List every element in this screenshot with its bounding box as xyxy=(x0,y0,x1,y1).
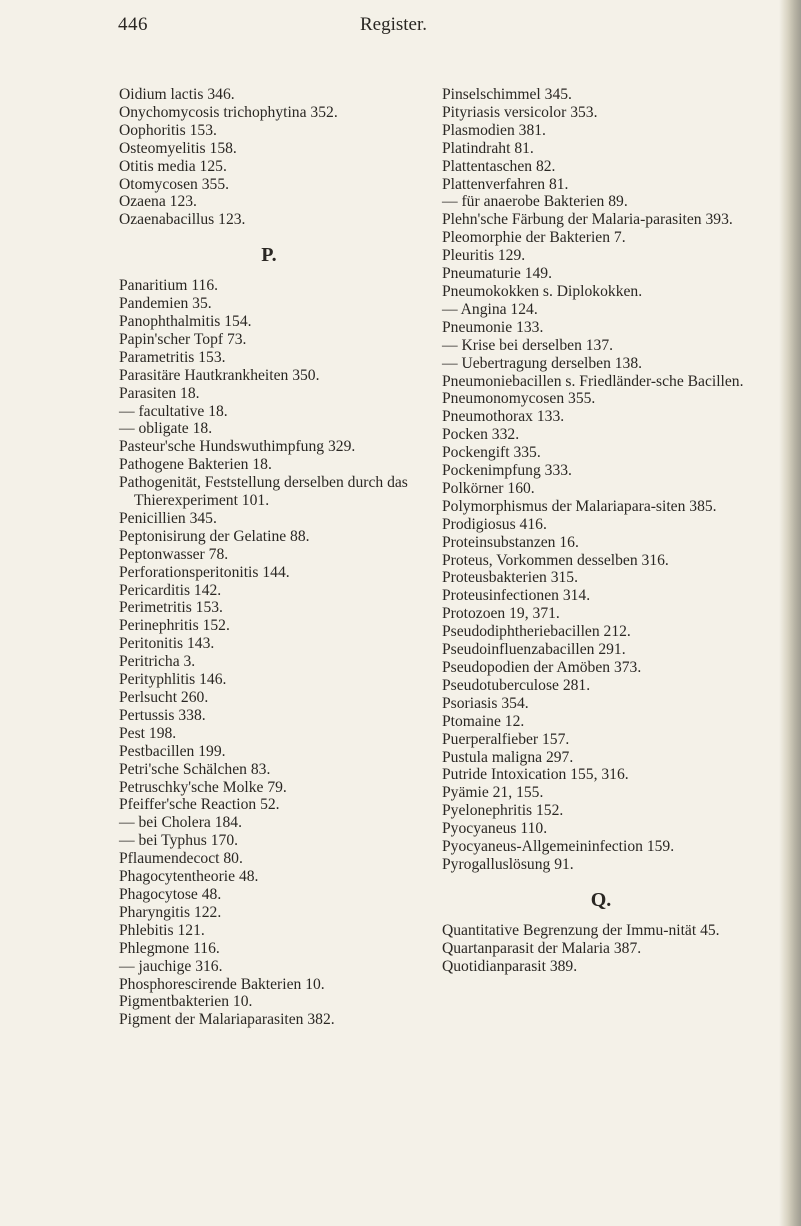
index-entry: Pharyngitis 122. xyxy=(119,903,222,921)
index-entry: Onychomycosis trichophytina 352. xyxy=(119,103,338,121)
index-entry: Peritonitis 143. xyxy=(119,635,215,653)
index-entry: Ozaenabacillus 123. xyxy=(119,211,246,229)
index-entry: Pinselschimmel 345. xyxy=(442,86,572,103)
index-entry: Phagocytentheorie 48. xyxy=(119,868,259,886)
index-entry: Puerperalfieber 157. xyxy=(442,730,570,748)
index-entry: Proteinsubstanzen 16. xyxy=(442,533,579,551)
index-entry: Otitis media 125. xyxy=(119,157,227,175)
index-entry: Pfeiffer'sche Reaction 52. xyxy=(119,796,280,814)
index-entry: — facultative 18. xyxy=(119,402,228,420)
index-entry: Proteus, Vorkommen desselben 316. xyxy=(442,551,669,569)
index-entry: Quotidianparasit 389. xyxy=(442,957,578,975)
index-entry: Pasteur'sche Hundswuthimpfung 329. xyxy=(119,438,356,456)
index-entry: — Krise bei derselben 137. xyxy=(442,336,614,354)
index-entry: Plehn'sche Färbung der Malaria-parasiten 393. xyxy=(442,211,733,229)
index-entry: Perforationsperitonitis 144. xyxy=(119,563,290,581)
index-entry: Pathogenität, Feststellung derselben durch das Thierexperiment 101. xyxy=(119,474,408,510)
index-entry: Perityphlitis 146. xyxy=(119,671,227,689)
index-entry: Pleomorphie der Bakterien 7. xyxy=(442,229,626,247)
index-entry: Pockengift 335. xyxy=(442,444,541,462)
index-entry: Peritricha 3. xyxy=(119,653,196,671)
index-entry: Papin'scher Topf 73. xyxy=(119,330,247,348)
index-entry: Psoriasis 354. xyxy=(442,694,529,712)
index-entry: Pertussis 338. xyxy=(119,706,206,724)
index-entry: Oidium lactis 346. xyxy=(119,86,235,103)
index-entry: Peptonisirung der Gelatine 88. xyxy=(119,527,310,545)
index-entry: Pseudopodien der Amöben 373. xyxy=(442,659,642,676)
index-entry: Pneumonomycosen 355. xyxy=(442,390,596,408)
index-entry: Prodigiosus 416. xyxy=(442,515,547,533)
index-entry: Otomycosen 355. xyxy=(119,175,230,193)
index-entry: Pneumaturie 149. xyxy=(442,265,553,283)
index-entry: Ptomaine 12. xyxy=(442,712,525,730)
index-entry: Protozoen 19, 371. xyxy=(442,605,560,623)
running-title: Register. xyxy=(360,14,428,35)
index-entry: Pseudoinfluenzabacillen 291. xyxy=(442,641,626,659)
index-entry: Proteusbakterien 315. xyxy=(442,569,578,587)
index-entry: Polkörner 160. xyxy=(442,479,535,497)
index-entry: Pocken 332. xyxy=(442,426,520,444)
index-entry: Phlebitis 121. xyxy=(119,921,205,939)
index-entry: Platindraht 81. xyxy=(442,139,534,157)
index-entry: Pseudodiphtheriebacillen 212. xyxy=(442,623,631,641)
page-header xyxy=(0,12,801,42)
index-entry: Perlsucht 260. xyxy=(119,689,209,706)
index-entry: Plattentaschen 82. xyxy=(442,157,556,175)
index-entry: Pyrogalluslösung 91. xyxy=(442,855,574,873)
index-entry: — jauchige 316. xyxy=(119,957,223,975)
index-entry: Petri'sche Schälchen 83. xyxy=(119,760,271,778)
index-entry: Perinephritis 152. xyxy=(119,617,230,635)
index-entry: — Uebertragung derselben 138. xyxy=(442,354,643,372)
index-entry: Pneumothorax 133. xyxy=(442,408,565,426)
index-entry: Pyocyaneus 110. xyxy=(442,820,548,838)
section-letter-p: P. xyxy=(261,244,277,267)
left-column xyxy=(119,86,429,1029)
section-p-list xyxy=(119,277,429,1029)
index-entry: Proteusinfectionen 314. xyxy=(442,587,591,605)
index-entry: Pestbacillen 199. xyxy=(119,742,226,760)
index-entry: Pockenimpfung 333. xyxy=(442,462,572,480)
index-entry: Putride Intoxication 155, 316. xyxy=(442,766,629,784)
section-o-list xyxy=(119,86,429,229)
index-entry: Pyocyaneus-Allgemeininfection 159. xyxy=(442,838,675,856)
index-entry: Pandemien 35. xyxy=(119,295,212,313)
index-entry: Petruschky'sche Molke 79. xyxy=(119,778,287,796)
section-letter-q: Q. xyxy=(590,888,612,911)
index-entry: Pigmentbakterien 10. xyxy=(119,993,253,1011)
index-entry: Pneumokokken s. Diplokokken. xyxy=(442,282,643,300)
index-entry: Polymorphismus der Malariapara-siten 385. xyxy=(442,497,717,515)
index-entry: Pflaumendecoct 80. xyxy=(119,850,243,868)
index-entry: Pustula maligna 297. xyxy=(442,748,574,766)
index-entry: Peptonwasser 78. xyxy=(119,545,229,563)
index-entry: Parametritis 153. xyxy=(119,348,226,366)
index-entry: Pityriasis versicolor 353. xyxy=(442,103,598,121)
index-entry: Plattenverfahren 81. xyxy=(442,175,569,193)
page-edge-shadow xyxy=(779,0,801,1226)
index-entry: Pericarditis 142. xyxy=(119,581,222,599)
index-entry: Pyämie 21, 155. xyxy=(442,784,544,802)
index-entry: Pneumoniebacillen s. Friedländer-sche Bacillen. xyxy=(442,372,744,390)
index-entry: Pleuritis 129. xyxy=(442,247,526,265)
index-entry: Penicillien 345. xyxy=(119,509,217,527)
index-entry: Parasiten 18. xyxy=(119,384,200,402)
index-entry: Panaritium 116. xyxy=(119,277,219,295)
index-entry: Perimetritis 153. xyxy=(119,599,223,617)
index-entry: Osteomyelitis 158. xyxy=(119,139,237,157)
index-entry: Panophthalmitis 154. xyxy=(119,312,252,330)
index-entry: Ozaena 123. xyxy=(119,193,197,211)
index-entry: — bei Typhus 170. xyxy=(119,832,239,850)
index-entry: — bei Cholera 184. xyxy=(119,814,242,832)
index-entry: Oophoritis 153. xyxy=(119,121,217,139)
right-column xyxy=(442,86,760,976)
section-p-continued-list xyxy=(442,86,760,874)
index-entry: Quantitative Begrenzung der Immu-nität 45. xyxy=(442,921,720,939)
index-entry: — für anaerobe Bakterien 89. xyxy=(442,193,628,211)
index-entry: Pseudotuberculose 281. xyxy=(442,676,591,694)
page-number: 446 xyxy=(118,14,148,35)
index-entry: Parasitäre Hautkrankheiten 350. xyxy=(119,366,320,384)
index-entry: Pyelonephritis 152. xyxy=(442,802,564,820)
index-entry: Plasmodien 381. xyxy=(442,121,546,139)
index-entry: Pest 198. xyxy=(119,724,177,742)
index-entry: — Angina 124. xyxy=(442,300,538,318)
index-entry: Phagocytose 48. xyxy=(119,885,222,903)
index-entry: Phosphorescirende Bakterien 10. xyxy=(119,975,325,993)
section-q-list xyxy=(442,922,760,976)
index-entry: Pathogene Bakterien 18. xyxy=(119,456,272,474)
index-entry: Quartanparasit der Malaria 387. xyxy=(442,939,642,957)
index-entry: — obligate 18. xyxy=(119,420,213,438)
index-entry: Pigment der Malariaparasiten 382. xyxy=(119,1011,335,1029)
index-entry: Phlegmone 116. xyxy=(119,939,220,957)
index-entry: Pneumonie 133. xyxy=(442,318,544,336)
